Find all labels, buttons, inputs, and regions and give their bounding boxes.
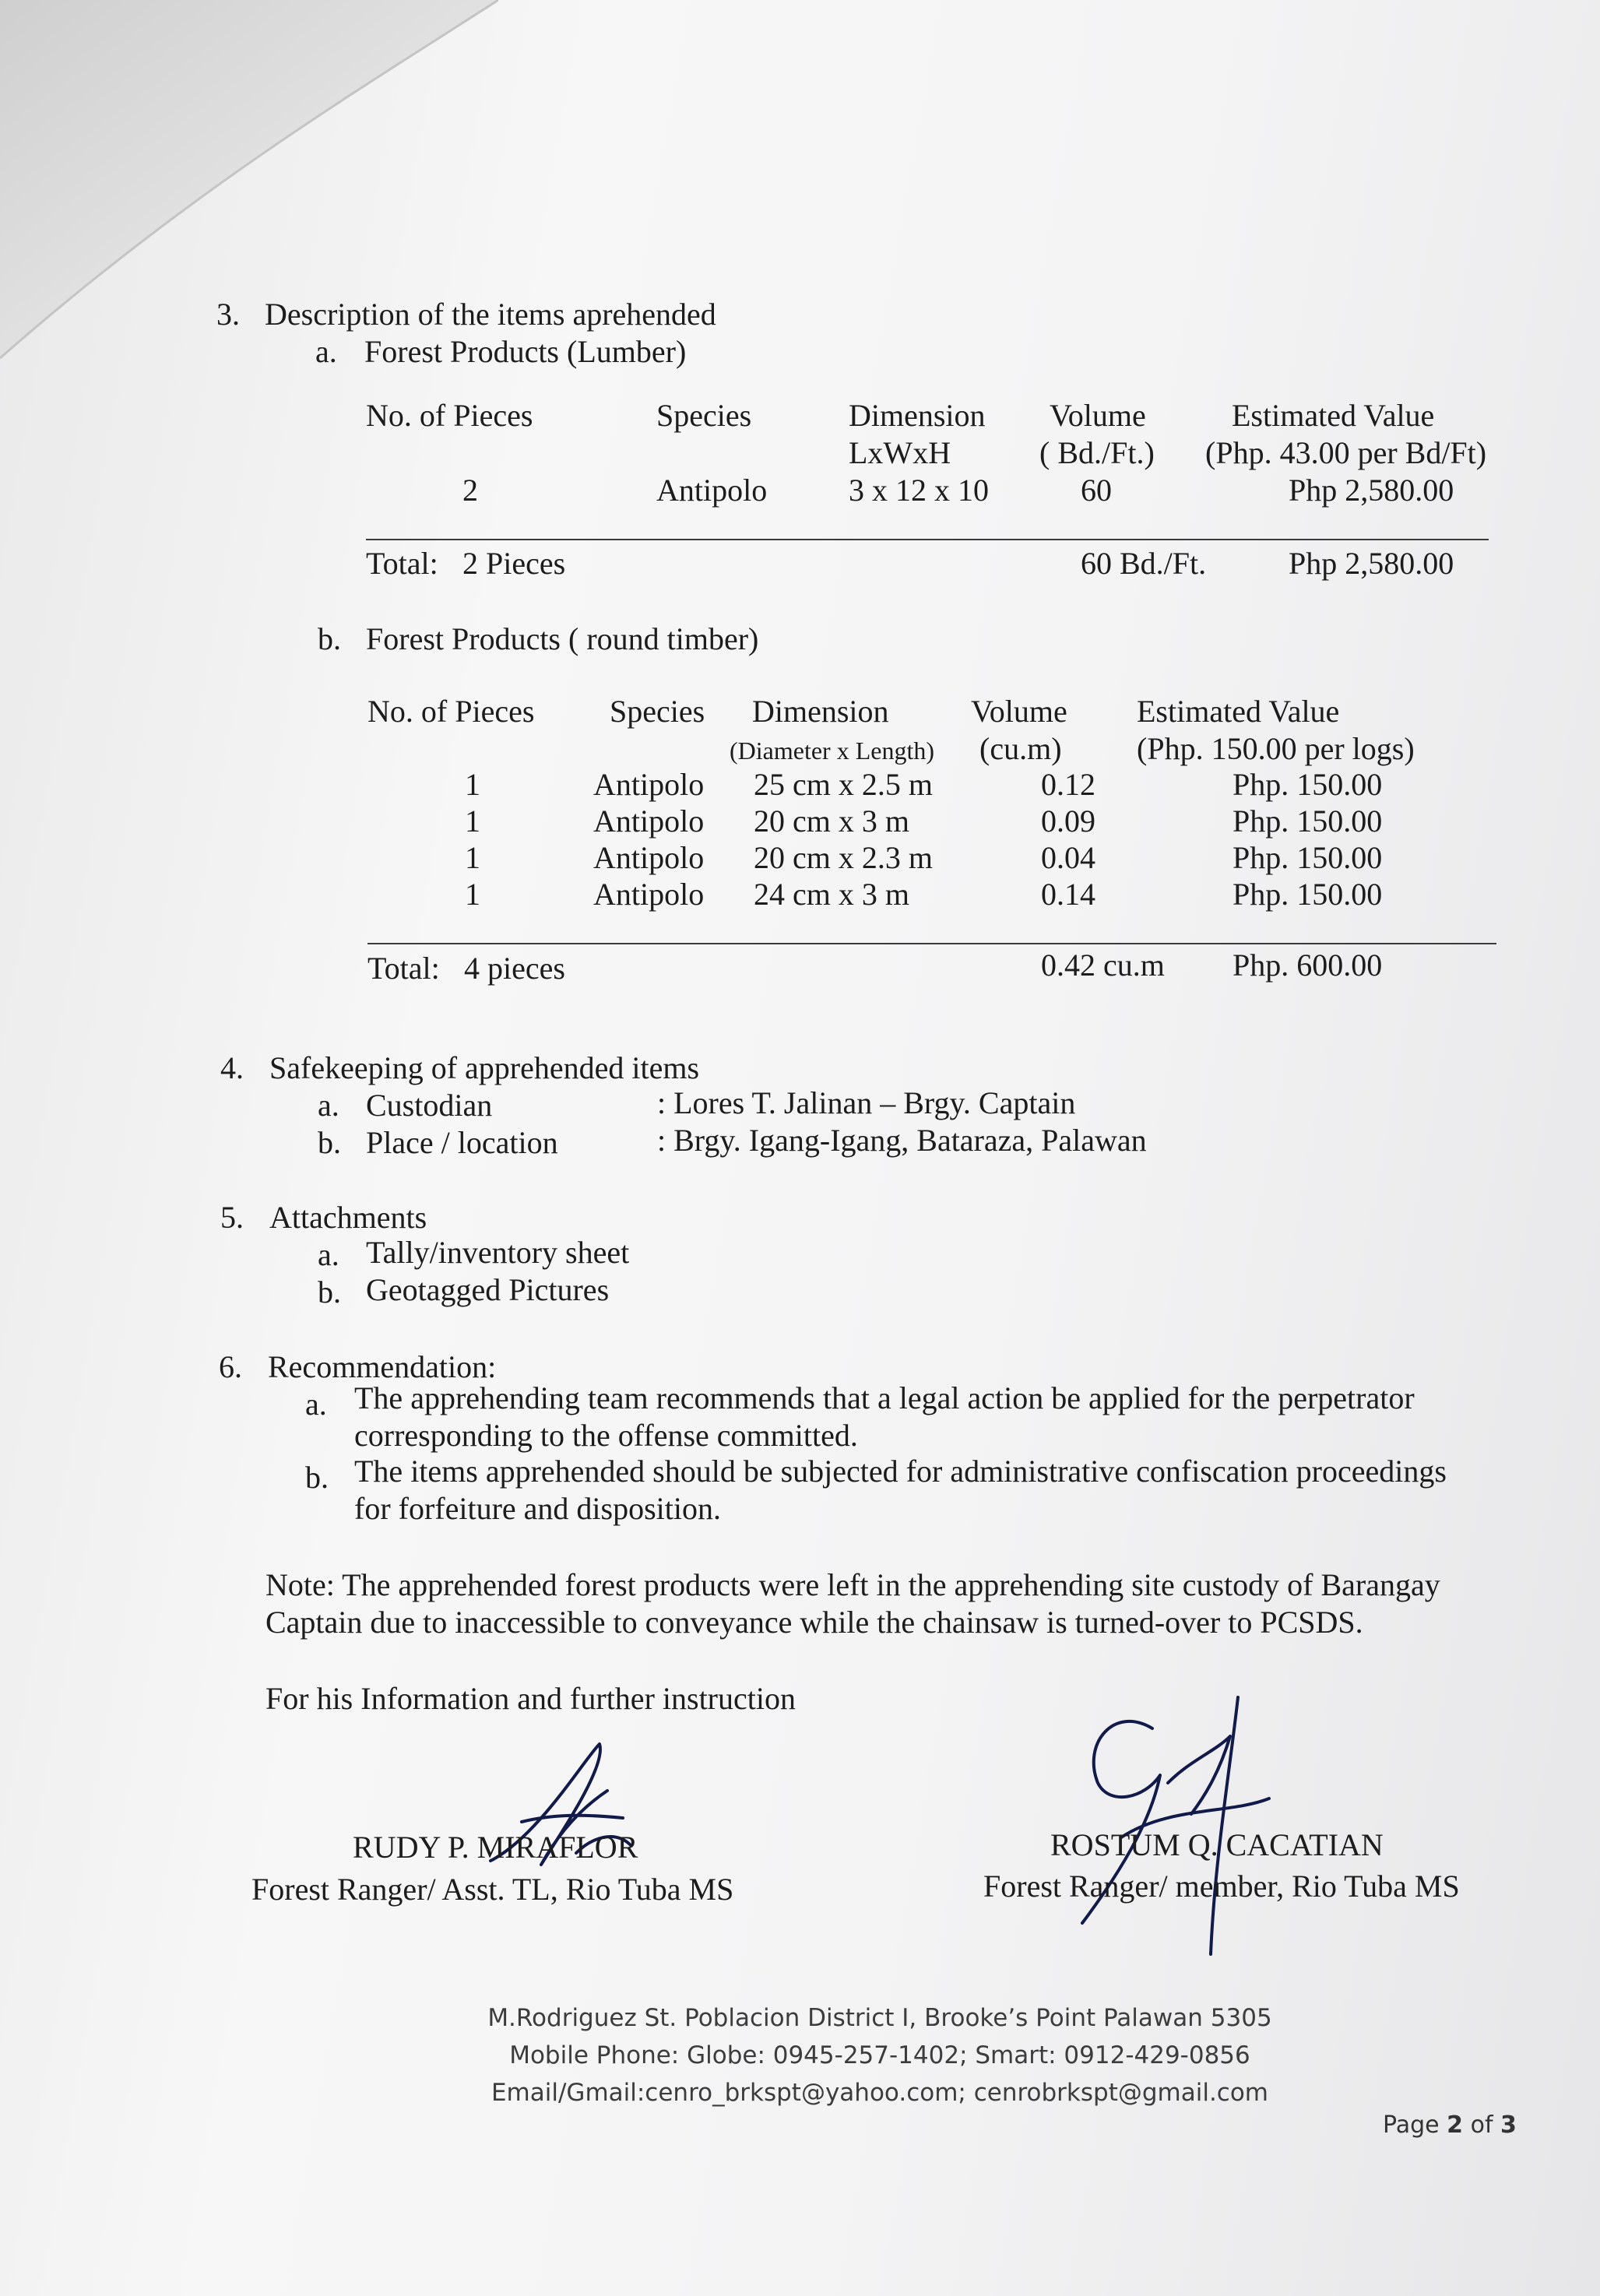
office-footer [374, 1999, 1386, 2111]
col-header-value: Estimated Value [1232, 398, 1435, 433]
section-6-number: 6. [219, 1349, 242, 1384]
total-label: Total: [366, 546, 438, 581]
col-header-pieces: No. of Pieces [367, 694, 535, 729]
section-6b-letter: b. [305, 1460, 329, 1495]
attachment-tally-sheet: Tally/inventory sheet [366, 1235, 630, 1270]
cell-value: Php. 150.00 [1233, 877, 1383, 912]
cell-volume: 0.04 [1041, 840, 1095, 875]
col-header-dimension-sub: (Diameter x Length) [730, 737, 934, 765]
signatory-2-title: Forest Ranger/ member, Rio Tuba MS [983, 1869, 1460, 1904]
page-number-prefix: Page [1383, 2111, 1447, 2139]
section-6a-letter: a. [305, 1387, 327, 1422]
note-line2: Captain due to inaccessible to conveyance while the chainsaw is turned-over to PCSDS. [265, 1605, 1363, 1640]
section-4-heading: Safekeeping of apprehended items [269, 1050, 700, 1085]
note-line1: Note: The apprehended forest products were left in the apprehending site custody of Barangay [265, 1567, 1440, 1602]
section-4a-letter: a. [318, 1088, 339, 1123]
footer-email: Email/Gmail:cenro_brkspt@yahoo.com; cenrobrkspt@gmail.com [491, 2079, 1269, 2107]
cell-value: Php. 150.00 [1233, 767, 1383, 802]
recommendation-b-line2: for forfeiture and disposition. [354, 1491, 721, 1526]
col-header-species: Species [610, 694, 705, 729]
signatory-1-title: Forest Ranger/ Asst. TL, Rio Tuba MS [251, 1872, 734, 1907]
footer-phone: Mobile Phone: Globe: 0945-257-1402; Smart: 0912-429-0856 [509, 2041, 1250, 2069]
cell-pieces: 1 [465, 767, 480, 802]
section-3b-title: Forest Products ( round timber) [366, 621, 759, 656]
cell-dimension: 25 cm x 2.5 m [754, 767, 933, 802]
closing-line: For his Information and further instruction [265, 1681, 796, 1716]
section-6-heading: Recommendation: [268, 1349, 497, 1384]
cell-pieces: 1 [465, 877, 480, 912]
total-value: Php 2,580.00 [1289, 546, 1454, 581]
page-number-current: 2 [1447, 2111, 1464, 2139]
custodian-value: : Lores T. Jalinan – Brgy. Captain [657, 1085, 1076, 1120]
section-3-number: 3. [216, 297, 240, 332]
col-header-species: Species [656, 398, 752, 433]
cell-pieces: 1 [465, 840, 480, 875]
page-number [1383, 2111, 1517, 2139]
col-header-volume: Volume [1050, 398, 1146, 433]
total-pieces: 2 Pieces [462, 546, 566, 581]
col-header-dimension: Dimension [752, 694, 889, 729]
cell-dimension: 20 cm x 3 m [754, 803, 909, 839]
section-4b-letter: b. [318, 1125, 341, 1160]
cell-volume: 60 [1081, 473, 1112, 508]
cell-species: Antipolo [656, 473, 768, 508]
section-3a-title: Forest Products (Lumber) [364, 334, 687, 369]
section-3b-letter: b. [318, 621, 341, 656]
total-label: Total: [367, 951, 440, 986]
cell-species: Antipolo [593, 877, 705, 912]
recommendation-a-line1: The apprehending team recommends that a legal action be applied for the perpetrator [354, 1380, 1415, 1415]
cell-value: Php. 150.00 [1233, 840, 1383, 875]
page-number-total: 3 [1500, 2111, 1517, 2139]
cell-dimension: 24 cm x 3 m [754, 877, 909, 912]
signatory-2-name: ROSTUM Q. CACATIAN [1050, 1827, 1384, 1862]
cell-dimension: 20 cm x 2.3 m [754, 840, 933, 875]
cell-species: Antipolo [593, 803, 705, 839]
total-volume: 0.42 cu.m [1041, 948, 1165, 983]
signatory-1-name: RUDY P. MIRAFLOR [353, 1830, 638, 1865]
table-divider [367, 943, 1496, 944]
footer-address: M.Rodriguez St. Poblacion District I, Brooke’s Point Palawan 5305 [487, 2004, 1272, 2032]
col-header-volume-sub: (cu.m) [979, 731, 1062, 766]
section-5-heading: Attachments [269, 1200, 427, 1235]
cell-value: Php 2,580.00 [1289, 473, 1454, 508]
section-3a-letter: a. [315, 334, 337, 369]
cell-volume: 0.14 [1041, 877, 1095, 912]
col-header-dimension: Dimension [849, 398, 986, 433]
section-5b-letter: b. [318, 1275, 341, 1310]
cell-volume: 0.09 [1041, 803, 1095, 839]
table-divider [366, 539, 1489, 540]
cell-value: Php. 150.00 [1233, 803, 1383, 839]
recommendation-b-line1: The items apprehended should be subjected for administrative confiscation proceedings [354, 1454, 1447, 1489]
location-value: : Brgy. Igang-Igang, Bataraza, Palawan [657, 1123, 1147, 1158]
col-header-volume: Volume [971, 694, 1067, 729]
total-pieces: 4 pieces [464, 951, 565, 986]
col-header-dimension-sub: LxWxH [849, 435, 951, 470]
cell-pieces: 2 [462, 473, 478, 508]
custodian-label: Custodian [366, 1088, 493, 1123]
total-value: Php. 600.00 [1233, 948, 1383, 983]
attachment-geotagged-pictures: Geotagged Pictures [366, 1272, 610, 1307]
location-label: Place / location [366, 1125, 558, 1160]
cell-species: Antipolo [593, 840, 705, 875]
recommendation-a-line2: corresponding to the offense committed. [354, 1418, 858, 1453]
cell-dimension: 3 x 12 x 10 [849, 473, 989, 508]
col-header-value-sub: (Php. 43.00 per Bd/Ft) [1205, 435, 1487, 470]
col-header-volume-sub: ( Bd./Ft.) [1039, 435, 1155, 470]
col-header-value-sub: (Php. 150.00 per logs) [1137, 731, 1415, 766]
col-header-value: Estimated Value [1137, 694, 1340, 729]
col-header-pieces: No. of Pieces [366, 398, 533, 433]
section-5a-letter: a. [318, 1237, 339, 1272]
page-number-middle: of [1463, 2111, 1501, 2139]
cell-pieces: 1 [465, 803, 480, 839]
section-5-number: 5. [220, 1200, 244, 1235]
section-4-number: 4. [220, 1050, 244, 1085]
section-3-heading: Description of the items aprehended [265, 297, 716, 332]
cell-species: Antipolo [593, 767, 705, 802]
signature-cacatian [1036, 1689, 1316, 1962]
total-volume: 60 Bd./Ft. [1081, 546, 1207, 581]
cell-volume: 0.12 [1041, 767, 1095, 802]
